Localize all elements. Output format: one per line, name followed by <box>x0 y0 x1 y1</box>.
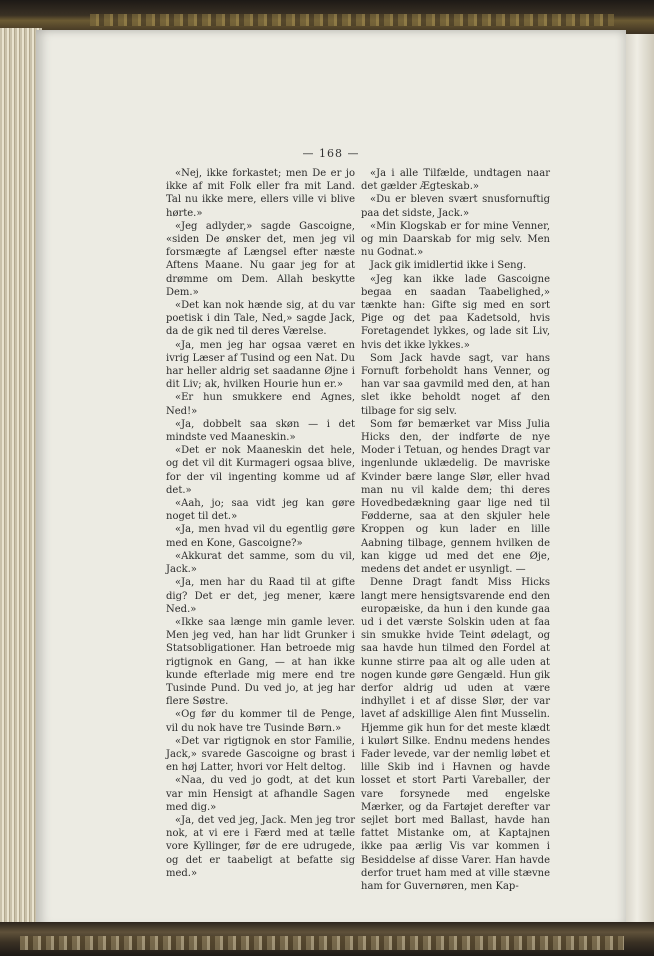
book-page <box>36 30 626 928</box>
binding-pattern <box>90 14 614 26</box>
paragraph: «Min Klogskab er for mine Venner, og min Daarskab for mig selv. Men nu Godnat.» <box>361 220 550 259</box>
paragraph: «Du er bleven svært snusfornuftig paa det sidste, Jack.» <box>361 194 550 219</box>
bottom-binding <box>0 922 654 956</box>
paragraph: «Jeg kan ikke lade Gascoigne begaa en saadan Taabelighed,» tænkte han: Gifte sig med en sort Pige og det paa Kadetsold, hvis Foretagendet lykkes, og lade sit Liv, hvis det ikke lykkes.» <box>361 273 550 351</box>
paragraph: Jack gik imidlertid ikke i Seng. <box>370 260 527 272</box>
paragraph: «Ikke saa længe min gamle lever. Men jeg ved, han har lidt Grunker i Statsobligationer. Han betroede mig rigtignok en Gang, — at han ikke kunde efterlade mig mere end tre Tusinde Pund. Du ved jo, at jeg har flere Søstre. <box>166 616 355 708</box>
paragraph: «Jeg adlyder,» sagde Gascoigne, «siden De ønsker det, men jeg vil forsmægte af Længsel efter næste Aftens Maane. Nu gaar jeg for at drømme om Dem. Allah beskytte Dem.» <box>166 220 355 298</box>
binding-pattern <box>20 936 624 950</box>
paragraph: «Det var rigtignok en stor Familie, Jack,» svarede Gascoigne og brast i en høj Latter, hvori vor Helt deltog. <box>166 735 355 774</box>
paragraph: Som Jack havde sagt, var hans Fornuft forbeholdt hans Venner, og han var saa gavmild med den, at han slet ikke beholdt noget af den tilbage for sig selv. <box>361 352 550 417</box>
paragraph: «Og før du kommer til de Penge, vil du nok have tre Tusinde Børn.» <box>166 709 355 734</box>
paragraph: «Ja, det ved jeg, Jack. Men jeg tror nok, at vi ere i Færd med at tælle vore Kyllinger, før de ere udrugede, og det er taabeligt at befatte sig med.» <box>166 814 355 879</box>
paragraph: «Ja, dobbelt saa skøn — i det mindste ved Maaneskin.» <box>166 418 355 444</box>
paragraph: Denne Dragt fandt Miss Hicks langt mere hensigtsvarende end den europæiske, da hun i den kunde gaa ud i det værste Solskin uden at faa sin smukke hvide Teint ødelagt, og saa havde hun tilmed den Fordel at kunne stirre paa alt og alle uden at nogen kunde gøre Gengæld. Hun gik derfor aldrig ud uden at være indhyllet i et af disse Slør, der var lavet af adskillige Alen fint Musselin. Hjemme gik hun for det meste klædt i kulørt Silke. Endnu medens hendes Fader levede, var der nemlig løbet et lille Skib ind i Havnen og havde losset et stort Parti Vareballer, der vare forsynede med engelske Mærker, og da Fartøjet derefter var sejlet bort med Ballast, havde han fattet Mistanke om, at Kaptajnen ikke paa ærlig Vis var kommen i Besiddelse af disse Varer. Han havde derfor truet ham med at ville stævne ham for Guvernøren, men Kap- <box>361 577 550 892</box>
paragraph: «Naa, du ved jo godt, at det kun var min Hensigt at afhandle Sagen med dig.» <box>166 775 355 813</box>
next-page-edge <box>626 34 654 924</box>
paragraph: «Nej, ikke forkastet; men De er jo ikke af mit Folk eller fra mit Land. Tal nu ikke mere, ellers ville vi blive hørte.» <box>166 168 355 219</box>
paragraph: «Ja, men har du Raad til at gifte dig? Det er det, jeg mener, kære Ned.» <box>166 577 355 615</box>
paragraph: «Det er nok Maaneskin det hele, og det vil dit Kurmageri ogsaa blive, for der vil ingenting komme ud af det.» <box>166 445 355 496</box>
paragraph: Som før bemærket var Miss Julia Hicks den, der indførte de nye Moder i Tetuan, og hendes Dragt var ingenlunde uklædelig. De mavriske Kvinder bære lange Slør, eller hvad man nu vil kalde dem; thi deres Hovedbedækning gaar lige ned til Fødderne, saa at den skjuler hele Kroppen og kun lader en lille Aabning tilbage, gennem hvilken de kan kigge ud med det ene Øje, medens det andet er usynligt. — <box>361 418 550 576</box>
paragraph: «Er hun smukkere end Agnes, Ned!» <box>166 392 355 417</box>
paragraph: «Ja i alle Tilfælde, undtagen naar det gælder Ægteskab.» <box>361 168 550 193</box>
paragraph: «Ja, men hvad vil du egentlig gøre med en Kone, Gascoigne?» <box>166 524 355 549</box>
paragraph: «Aah, jo; saa vidt jeg kan gøre noget til det.» <box>166 498 355 523</box>
paragraph: «Det kan nok hænde sig, at du var poetisk i din Tale, Ned,» sagde Jack, da de gik ned til deres Værelse. <box>166 300 355 338</box>
top-binding <box>0 0 654 34</box>
right-column <box>361 167 550 893</box>
paragraph: «Ja, men jeg har ogsaa været en ivrig Læser af Tusind og een Nat. Du har heller aldrig set saadanne Øjne i dit Liv; ak, hvilken Hourie hun er.» <box>166 339 355 391</box>
left-column <box>166 167 355 880</box>
page-number: — 168 — <box>302 147 360 160</box>
paragraph: «Akkurat det samme, som du vil, Jack.» <box>166 550 355 576</box>
